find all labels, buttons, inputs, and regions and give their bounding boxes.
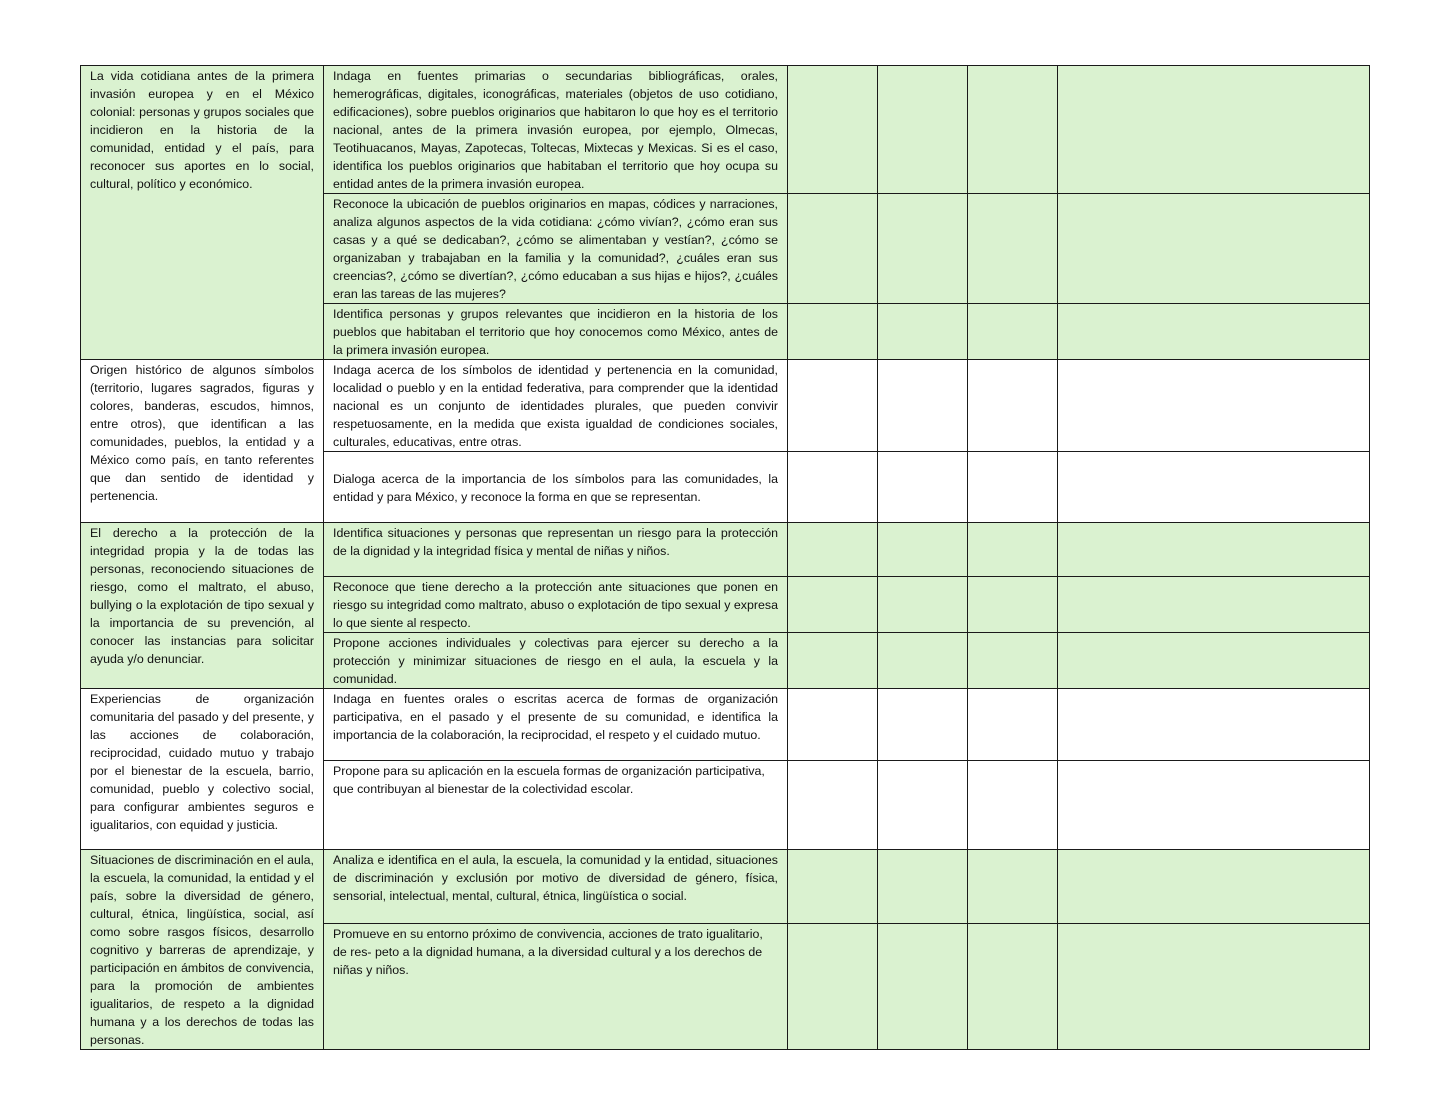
evaluation-cell[interactable] [968,360,1058,452]
proceso-cell: Propone acciones individuales y colectivas para ejercer su derecho a la protección y minimizar situaciones de riesgo en el aula, la escuela y la comunidad. [324,633,788,689]
observations-cell[interactable] [1058,924,1370,1050]
table-row [81,523,1370,577]
proceso-cell: Identifica personas y grupos relevantes que incidieron en la historia de los pueblos que habitaban el territorio que hoy conocemos como México, antes de la primera invasión europea. [324,304,788,360]
evaluation-cell[interactable] [878,689,968,761]
evaluation-cell[interactable] [878,304,968,360]
contenido-cell: La vida cotidiana antes de la primera invasión europea y en el México colonial: personas y grupos sociales que incidieron en la historia de la comunidad, entidad y el país, para reconocer sus aportes en lo social, cultural, político y económico. [81,66,324,360]
evaluation-cell[interactable] [788,689,878,761]
proceso-cell: Identifica situaciones y personas que representan un riesgo para la protección de la dignidad y la integridad física y mental de niñas y niños. [324,523,788,577]
evaluation-cell[interactable] [968,761,1058,850]
observations-cell[interactable] [1058,633,1370,689]
evaluation-cell[interactable] [878,194,968,304]
evaluation-cell[interactable] [878,523,968,577]
evaluation-cell[interactable] [788,194,878,304]
evaluation-cell[interactable] [788,304,878,360]
observations-cell[interactable] [1058,689,1370,761]
evaluation-cell[interactable] [968,850,1058,924]
evaluation-cell[interactable] [968,689,1058,761]
evaluation-cell[interactable] [968,304,1058,360]
evaluation-cell[interactable] [788,66,878,194]
contenido-cell: Experiencias de organización comunitaria del pasado y del presente, y las acciones de colaboración, reciprocidad, cuidado mutuo y trabajo por el bienestar de la escuela, barrio, comunidad, pueblo y colectivo social, para configurar ambientes seguros e igualitarios, con equidad y justicia. [81,689,324,850]
evaluation-cell[interactable] [788,761,878,850]
table-row [81,360,1370,452]
evaluation-cell[interactable] [878,761,968,850]
evaluation-cell[interactable] [788,360,878,452]
observations-cell[interactable] [1058,194,1370,304]
evaluation-cell[interactable] [788,523,878,577]
evaluation-cell[interactable] [878,452,968,523]
evaluation-cell[interactable] [788,577,878,633]
table-row [81,850,1370,924]
observations-cell[interactable] [1058,523,1370,577]
evaluation-cell[interactable] [968,523,1058,577]
evaluation-cell[interactable] [968,66,1058,194]
evaluation-cell[interactable] [968,924,1058,1050]
observations-cell[interactable] [1058,761,1370,850]
proceso-cell: Promueve en su entorno próximo de convivencia, acciones de trato igualitario, de res- peto a la dignidad humana, a la diversidad cultural y a los derechos de niñas y niños. [324,924,788,1050]
table-row [81,689,1370,761]
evaluation-cell[interactable] [788,633,878,689]
observations-cell[interactable] [1058,304,1370,360]
evaluation-cell[interactable] [788,850,878,924]
evaluation-cell[interactable] [878,850,968,924]
contenido-cell: Situaciones de discriminación en el aula, la escuela, la comunidad, la entidad y el país, sobre la diversidad de género, cultural, étnica, lingüística, social, así como sobre rasgos físicos, desarrollo cognitivo y barreras de aprendizaje, y participación en ámbitos de convivencia, para la promoción de ambientes igualitarios, de respeto a la dignidad humana y a los derechos de todas las personas. [81,850,324,1050]
evaluation-cell[interactable] [968,633,1058,689]
evaluation-cell[interactable] [968,452,1058,523]
evaluation-cell[interactable] [878,66,968,194]
observations-cell[interactable] [1058,66,1370,194]
evaluation-cell[interactable] [788,924,878,1050]
observations-cell[interactable] [1058,452,1370,523]
observations-cell[interactable] [1058,360,1370,452]
evaluation-cell[interactable] [968,194,1058,304]
curriculum-table [80,65,1370,1050]
proceso-cell: Indaga en fuentes orales o escritas acerca de formas de organización participativa, en el pasado y el presente de su comunidad, e identifica la importancia de la colaboración, la reciprocidad, el respeto y el cuidado mutuo. [324,689,788,761]
evaluation-cell[interactable] [878,577,968,633]
proceso-cell: Indaga en fuentes primarias o secundarias bibliográficas, orales, hemerográficas, digitales, iconográficas, materiales (objetos de uso cotidiano, edificaciones), sobre pueblos originarios que habitaron lo que hoy es el territorio nacional, antes de la primera invasión europea, por ejemplo, Olmecas, Teotihuacanos, Mayas, Zapotecas, Toltecas, Mixtecas y Mexicas. Si es el caso, identifica los pueblos originarios que habitaban el territorio que hoy ocupa su entidad antes de la primera invasión europea. [324,66,788,194]
table-row [81,66,1370,194]
evaluation-cell[interactable] [968,577,1058,633]
evaluation-cell[interactable] [788,452,878,523]
observations-cell[interactable] [1058,577,1370,633]
observations-cell[interactable] [1058,850,1370,924]
evaluation-cell[interactable] [878,360,968,452]
proceso-cell: Dialoga acerca de la importancia de los símbolos para las comunidades, la entidad y para México, y reconoce la forma en que se representan. [324,452,788,523]
evaluation-cell[interactable] [878,633,968,689]
evaluation-cell[interactable] [878,924,968,1050]
proceso-cell: Reconoce que tiene derecho a la protección ante situaciones que ponen en riesgo su integridad como maltrato, abuso o explotación de tipo sexual y expresa lo que siente al respecto. [324,577,788,633]
proceso-cell: Reconoce la ubicación de pueblos originarios en mapas, códices y narraciones, analiza algunos aspectos de la vida cotidiana: ¿cómo vivían?, ¿cómo eran sus casas y a qué se dedicaban?, ¿cómo se alimentaban y vestían?, ¿cómo se organizaban y trabajaban en la familia y la comunidad?, ¿cuáles eran sus creencias?, ¿cómo se divertían?, ¿cómo educaban a sus hijas e hijos?, ¿cuáles eran las tareas de las mujeres? [324,194,788,304]
proceso-cell: Analiza e identifica en el aula, la escuela, la comunidad y la entidad, situaciones de discriminación y exclusión por motivo de diversidad de género, física, sensorial, intelectual, mental, cultural, étnica, lingüística o social. [324,850,788,924]
proceso-cell: Propone para su aplicación en la escuela formas de organización participativa, que contribuyan al bienestar de la colectividad escolar. [324,761,788,850]
proceso-cell: Indaga acerca de los símbolos de identidad y pertenencia en la comunidad, localidad o pueblo y en la entidad federativa, para comprender que la identidad nacional es un conjunto de identidades plurales, que pueden convivir respetuosamente, en la medida que exista igualdad de condiciones sociales, culturales, educativas, entre otras. [324,360,788,452]
contenido-cell: Origen histórico de algunos símbolos (territorio, lugares sagrados, figuras y colores, banderas, escudos, himnos, entre otros), que identifican a las comunidades, pueblos, la entidad y a México como país, en tanto referentes que dan sentido de identidad y pertenencia. [81,360,324,523]
contenido-cell: El derecho a la protección de la integridad propia y la de todas las personas, reconociendo situaciones de riesgo, como el maltrato, el abuso, bullying o la explotación de tipo sexual y la importancia de su prevención, al conocer las instancias para solicitar ayuda y/o denunciar. [81,523,324,689]
